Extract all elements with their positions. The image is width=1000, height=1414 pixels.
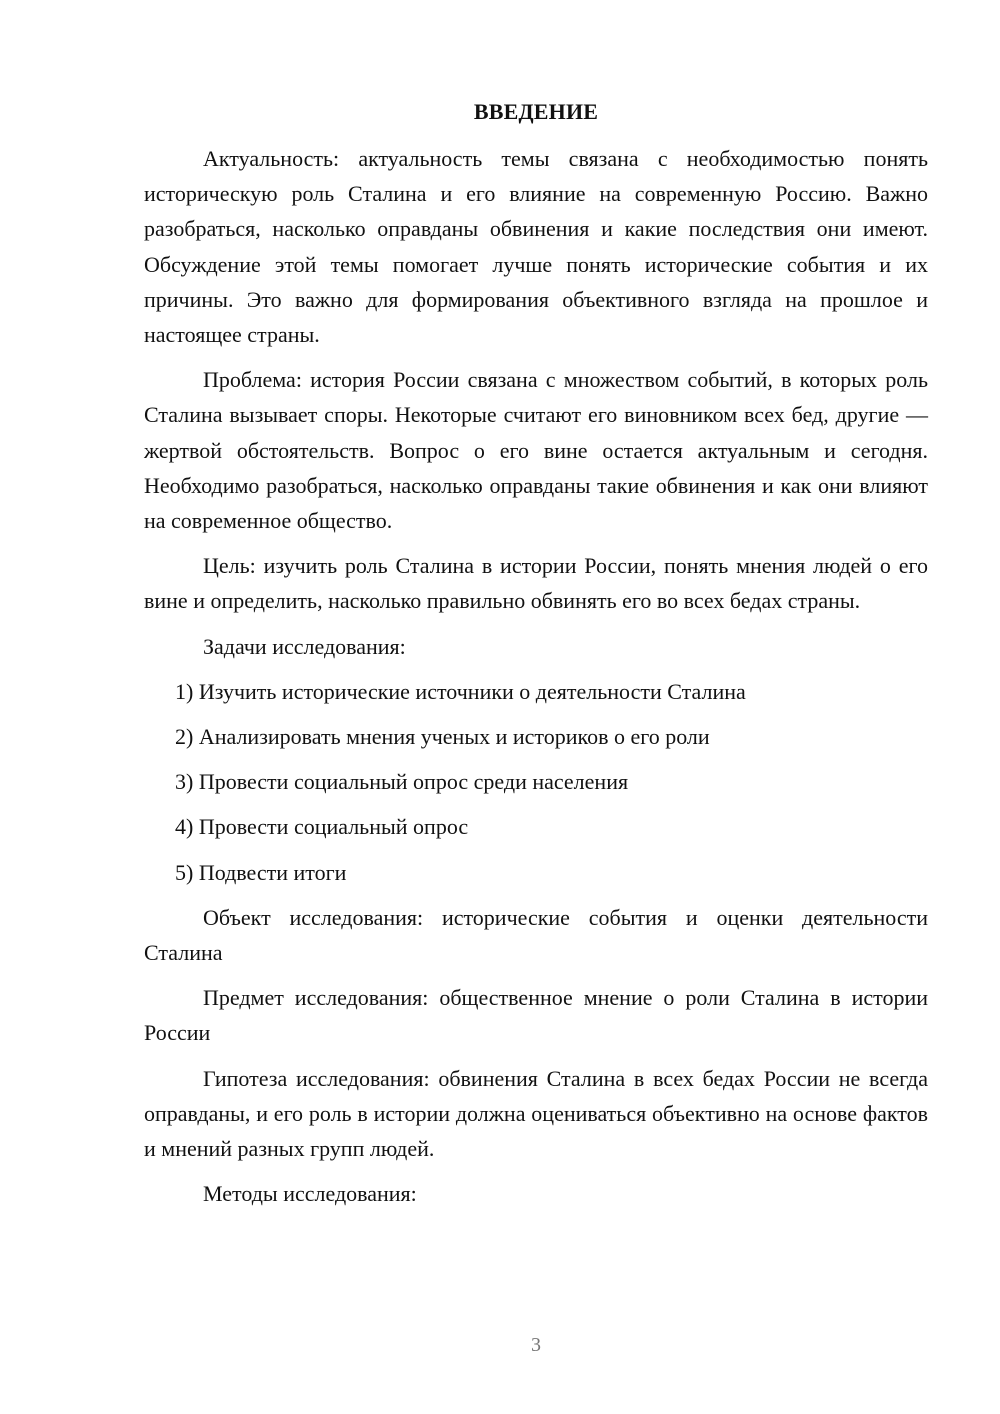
task-item: 2) Анализировать мнения ученых и историков о его роли: [175, 724, 710, 750]
task-item: 5) Подвести итоги: [175, 859, 347, 885]
paragraph-hypothesis: Гипотеза исследования: обвинения Сталина в всех бедах России не всегда оправданы, и его роль в истории должна оцениваться объективно на основе фактов и мнений разных групп людей.: [144, 1065, 928, 1162]
paragraph-goal: Цель: изучить роль Сталина в истории России, понять мнения людей о его вине и определить, насколько правильно обвинять его во всех бедах страны.: [144, 553, 928, 614]
task-item: 4) Провести социальный опрос: [175, 814, 469, 840]
paragraph-problem: Проблема: история России связана с множеством событий, в которых роль Сталина вызывает споры. Некоторые считают его виновником всех бед, другие — жертвой обстоятельств. Вопрос о его вине остается актуальным и сегодня. Необходимо разобраться, насколько оправданы такие обвинения и как они влияют на современное общество.: [144, 367, 928, 534]
document-page: [144, 94, 928, 1221]
paragraph-subject: Предмет исследования: общественное мнение о роли Сталина в истории России: [144, 985, 928, 1046]
methods-heading: Методы исследования:: [203, 1181, 417, 1207]
tasks-heading: Задачи исследования:: [203, 633, 406, 659]
paragraph-object: Объект исследования: исторические события и оценки деятельности Сталина: [144, 904, 928, 966]
section-title: ВВЕДЕНИЕ: [473, 99, 599, 124]
page-number: 3: [531, 1334, 541, 1356]
paragraph-relevance: Актуальность: актуальность темы связана с необходимостью понять историческую роль Сталина и его влияние на современную Россию. Важно разобраться, насколько оправданы обвинения и какие последствия они имеют. Обсуждение этой темы помогает лучше понять исторические события и их причины. Это важно для формирования объективного взгляда на прошлое и настоящее страны.: [144, 146, 928, 348]
task-item: 3) Провести социальный опрос среди населения: [175, 769, 629, 795]
task-item: 1) Изучить исторические источники о деятельности Сталина: [175, 678, 746, 704]
task-list: [144, 674, 928, 890]
